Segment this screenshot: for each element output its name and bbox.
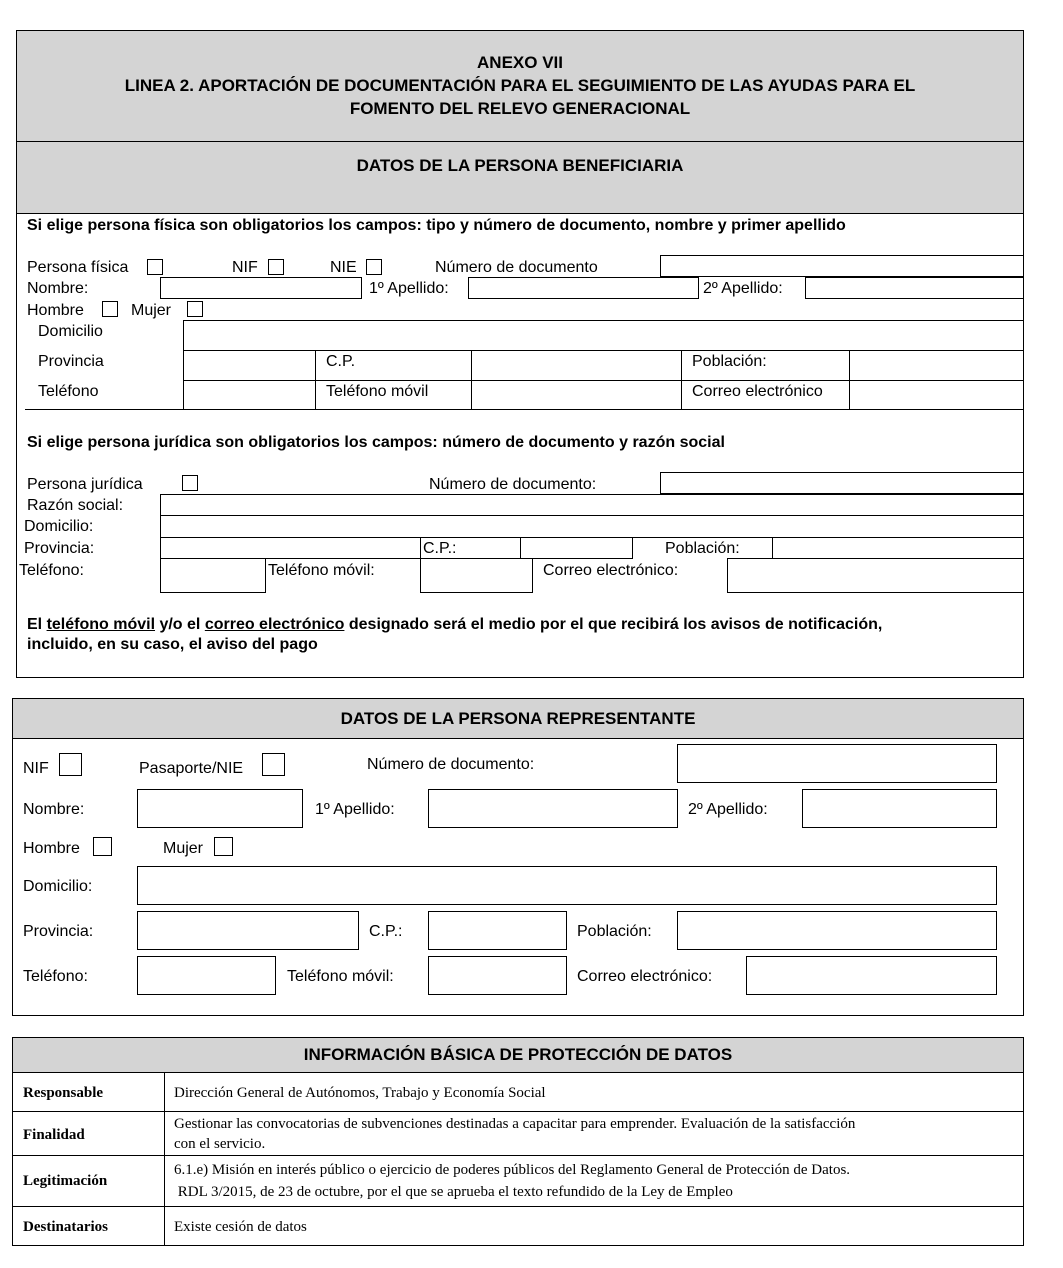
- rep-telefono-movil-field[interactable]: [428, 956, 567, 995]
- rep-telefono-field[interactable]: [137, 956, 276, 995]
- notification-notice-line2: incluido, en su caso, el aviso del pago: [27, 636, 318, 653]
- table-row-divider: [12, 1111, 1024, 1112]
- rep-telefono-movil-label: Teléfono móvil:: [287, 968, 394, 985]
- poblacion-label: Población:: [692, 353, 767, 370]
- poblacion-field[interactable]: [849, 350, 1024, 381]
- table-row-value: 6.1.e) Misión en interés público o ejercicio de poderes públicos del Reglamento General de Protección de Datos.: [174, 1162, 851, 1178]
- rep-nif-checkbox[interactable]: [59, 753, 82, 776]
- telefono-label: Teléfono: [38, 383, 99, 400]
- juridica-telefono-movil-field[interactable]: [420, 558, 533, 593]
- table-column-divider: [164, 1072, 165, 1246]
- juridica-telefono-movil-label: Teléfono móvil:: [268, 562, 375, 579]
- apellido2-label: 2º Apellido:: [703, 280, 783, 297]
- rep-nombre-label: Nombre:: [23, 801, 85, 818]
- table-row-label: Finalidad: [23, 1127, 85, 1143]
- table-row-value: Dirección General de Autónomos, Trabajo y Economía Social: [174, 1085, 546, 1101]
- juridica-cp-field[interactable]: [520, 537, 633, 559]
- rep-hombre-checkbox[interactable]: [93, 837, 112, 856]
- juridica-provincia-label: Provincia:: [24, 540, 95, 557]
- telefono-movil-field[interactable]: [471, 380, 682, 410]
- juridica-provincia-field[interactable]: [160, 537, 421, 559]
- rep-pasaporte-checkbox[interactable]: [262, 753, 285, 776]
- telefono-field[interactable]: [183, 380, 316, 410]
- rep-cp-field[interactable]: [428, 911, 567, 950]
- form-title-line1: LINEA 2. APORTACIÓN DE DOCUMENTACIÓN PARA EL SEGUIMIENTO DE LAS AYUDAS PARA EL: [124, 76, 916, 95]
- juridica-cp-label: C.P.:: [423, 540, 457, 557]
- rep-telefono-label: Teléfono:: [23, 968, 88, 985]
- fisica-note: Si elige persona física son obligatorios los campos: tipo y número de documento, nombre y primer apellido: [27, 217, 846, 234]
- rep-apellido1-label: 1º Apellido:: [315, 801, 395, 818]
- persona-fisica-checkbox[interactable]: [147, 259, 163, 275]
- table-row-value: con el servicio.: [174, 1136, 266, 1152]
- table-row-value: Existe cesión de datos: [174, 1219, 307, 1235]
- table-row-label: Legitimación: [23, 1173, 108, 1189]
- correo-label: Correo electrónico: [692, 383, 823, 400]
- rep-poblacion-label: Población:: [577, 923, 652, 940]
- table-row-value: RDL 3/2015, de 23 de octubre, por el que se aprueba el texto refundido de la Ley de Empleo: [174, 1184, 733, 1200]
- notice-movil: teléfono móvil: [46, 616, 156, 633]
- rep-nombre-field[interactable]: [137, 789, 303, 828]
- table-row-label: Destinatarios: [23, 1219, 108, 1235]
- domicilio-label: Domicilio: [38, 323, 103, 340]
- rep-hombre-label: Hombre: [23, 840, 80, 857]
- rep-provincia-field[interactable]: [137, 911, 359, 950]
- juridica-note: Si elige persona jurídica son obligatorios los campos: número de documento y razón social: [27, 434, 725, 451]
- rep-mujer-checkbox[interactable]: [214, 837, 233, 856]
- table-row-label: Responsable: [23, 1085, 104, 1101]
- rep-apellido2-label: 2º Apellido:: [688, 801, 768, 818]
- representative-section-title: DATOS DE LA PERSONA REPRESENTANTE: [340, 709, 696, 728]
- rep-correo-field[interactable]: [746, 956, 997, 995]
- juridica-domicilio-label: Domicilio:: [24, 518, 94, 535]
- nie-label: NIE: [330, 259, 357, 276]
- razon-social-label: Razón social:: [27, 497, 124, 514]
- data-protection-title: INFORMACIÓN BÁSICA DE PROTECCIÓN DE DATOS: [303, 1045, 733, 1064]
- numero-documento-label: Número de documento: [435, 259, 598, 276]
- rep-apellido1-field[interactable]: [428, 789, 678, 828]
- rep-poblacion-field[interactable]: [677, 911, 997, 950]
- rep-numero-documento-label: Número de documento:: [367, 756, 535, 773]
- rep-correo-label: Correo electrónico:: [577, 968, 713, 985]
- persona-juridica-label: Persona jurídica: [27, 476, 143, 493]
- notification-notice: [27, 616, 882, 634]
- table-row-value: Gestionar las convocatorias de subvenciones destinadas a capacitar para emprender. Evaluación de la satisfacción: [174, 1116, 856, 1132]
- cp-field[interactable]: [471, 350, 682, 381]
- notice-correo: correo electrónico: [204, 616, 345, 633]
- rep-pasaporte-label: Pasaporte/NIE: [139, 760, 244, 777]
- rep-apellido2-field[interactable]: [802, 789, 997, 828]
- juridica-poblacion-field[interactable]: [772, 537, 1024, 559]
- numero-documento-field[interactable]: [660, 255, 1024, 277]
- notice-part2: y/o el: [155, 616, 205, 633]
- notice-part1: El: [27, 616, 47, 633]
- table-row-divider: [12, 1155, 1024, 1156]
- telefono-movil-label: Teléfono móvil: [326, 383, 429, 400]
- mujer-checkbox[interactable]: [187, 301, 203, 317]
- hombre-label: Hombre: [27, 302, 84, 319]
- notice-part3: designado será el medio por el que recibirá los avisos de notificación,: [344, 616, 883, 633]
- nie-checkbox[interactable]: [366, 259, 382, 275]
- razon-social-field[interactable]: [160, 494, 1024, 516]
- juridica-poblacion-label: Población:: [665, 540, 740, 557]
- rep-numero-documento-field[interactable]: [677, 744, 997, 783]
- rep-domicilio-field[interactable]: [137, 866, 997, 905]
- cp-label: C.P.: [326, 353, 356, 370]
- fisica-bottom-line: [25, 409, 1024, 410]
- rep-mujer-label: Mujer: [163, 840, 204, 857]
- rep-domicilio-label: Domicilio:: [23, 878, 93, 895]
- table-row-divider: [12, 1206, 1024, 1207]
- provincia-label: Provincia: [38, 353, 104, 370]
- juridica-telefono-label: Teléfono:: [19, 562, 84, 579]
- nif-label: NIF: [232, 259, 258, 276]
- juridica-domicilio-field[interactable]: [160, 515, 1024, 538]
- juridica-telefono-field[interactable]: [160, 558, 266, 593]
- provincia-field[interactable]: [183, 350, 316, 381]
- apellido2-field[interactable]: [805, 277, 1024, 299]
- mujer-label: Mujer: [131, 302, 172, 319]
- beneficiary-section-header: [16, 141, 1024, 214]
- juridica-correo-label: Correo electrónico:: [543, 562, 679, 579]
- apellido1-label: 1º Apellido:: [369, 280, 449, 297]
- juridica-numero-documento-field[interactable]: [660, 472, 1024, 494]
- persona-juridica-checkbox[interactable]: [182, 475, 198, 491]
- juridica-numero-documento-label: Número de documento:: [429, 476, 597, 493]
- rep-cp-label: C.P.:: [369, 923, 403, 940]
- persona-fisica-label: Persona física: [27, 259, 129, 276]
- hombre-checkbox[interactable]: [102, 301, 118, 317]
- rep-nif-label: NIF: [23, 760, 49, 777]
- nombre-field[interactable]: [160, 277, 362, 299]
- beneficiary-section-title: DATOS DE LA PERSONA BENEFICIARIA: [356, 156, 684, 175]
- apellido1-field[interactable]: [468, 277, 699, 299]
- form-title-line2: FOMENTO DEL RELEVO GENERACIONAL: [349, 99, 691, 118]
- rep-provincia-label: Provincia:: [23, 923, 94, 940]
- domicilio-field[interactable]: [183, 320, 1024, 351]
- annex-title: ANEXO VII: [477, 53, 563, 72]
- nif-checkbox[interactable]: [268, 259, 284, 275]
- nombre-label: Nombre:: [27, 280, 89, 297]
- correo-field[interactable]: [849, 380, 1024, 410]
- juridica-correo-field[interactable]: [727, 558, 1024, 593]
